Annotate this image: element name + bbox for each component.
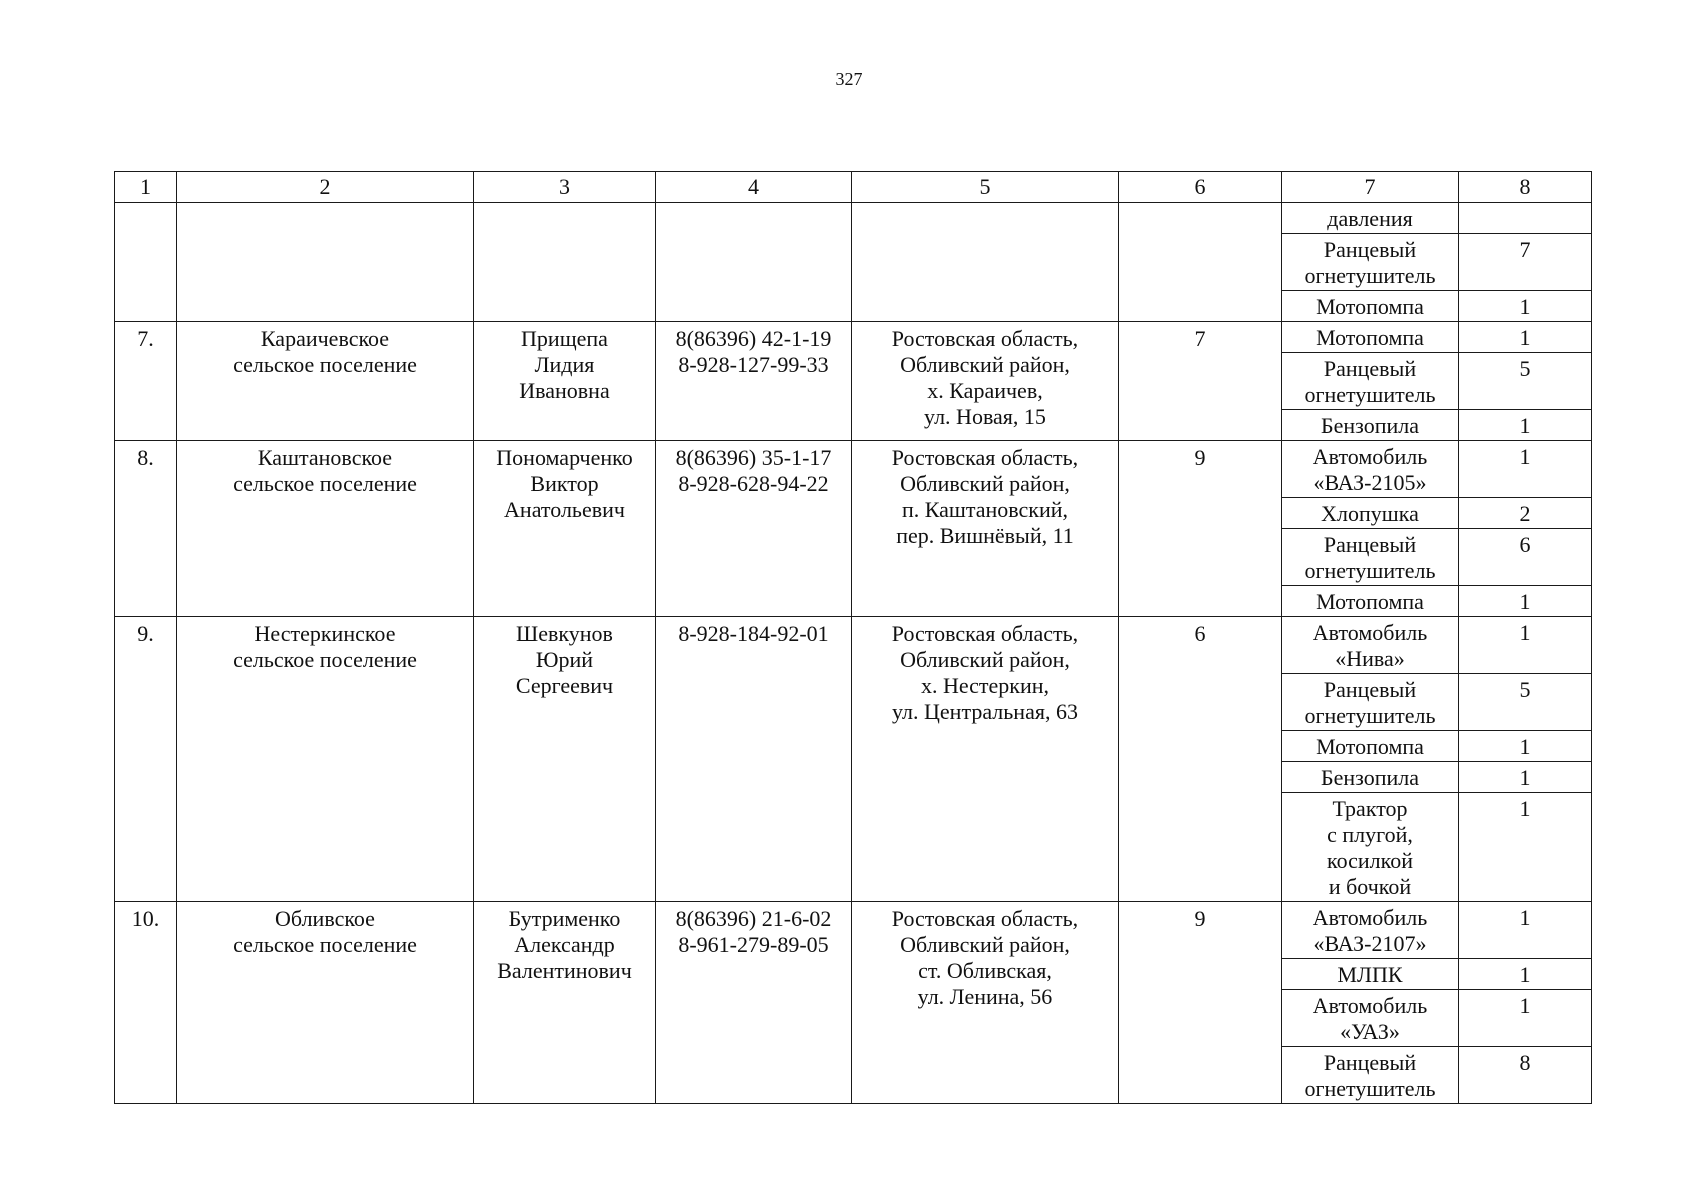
column-number-row [115,172,1592,203]
personnel-count-cell [1119,203,1282,322]
table-body [115,203,1592,1104]
row-number-cell: 10. [115,902,177,1104]
equipment-quantity-cell: 1 [1459,959,1592,990]
equipment-quantity-cell: 7 [1459,234,1592,291]
equipment-quantity-cell: 1 [1459,291,1592,322]
equipment-name-cell: Мотопомпа [1282,322,1459,353]
settlement-cell: Нестеркинское сельское поселение [177,617,474,902]
equipment-name-cell: Ранцевый огнетушитель [1282,1047,1459,1104]
equipment-name-cell: Автомобиль «ВАЗ-2105» [1282,441,1459,498]
equipment-quantity-cell: 1 [1459,586,1592,617]
row-number-cell: 8. [115,441,177,617]
personnel-count-cell: 9 [1119,902,1282,1104]
table-row [115,203,1592,234]
head-name-cell: Бутрименко Александр Валентинович [474,902,656,1104]
equipment-quantity-cell: 2 [1459,498,1592,529]
equipment-quantity-cell: 1 [1459,441,1592,498]
page-number: 327 [835,69,863,89]
equipment-quantity-cell: 1 [1459,617,1592,674]
equipment-name-cell: Ранцевый огнетушитель [1282,674,1459,731]
phone-cell [656,203,852,322]
column-header: 5 [852,172,1119,203]
equipment-quantity-cell: 5 [1459,674,1592,731]
personnel-count-cell: 6 [1119,617,1282,902]
equipment-quantity-cell: 8 [1459,1047,1592,1104]
head-name-cell [474,203,656,322]
equipment-name-cell: Автомобиль «УАЗ» [1282,990,1459,1047]
equipment-name-cell: Ранцевый огнетушитель [1282,353,1459,410]
address-cell [852,203,1119,322]
equipment-name-cell: Ранцевый огнетушитель [1282,529,1459,586]
table-row [115,441,1592,498]
equipment-name-cell: давления [1282,203,1459,234]
equipment-quantity-cell: 5 [1459,353,1592,410]
row-number-cell: 7. [115,322,177,441]
fire-equipment-table [114,171,1592,1104]
table-row [115,902,1592,959]
phone-cell: 8(86396) 35-1-17 8-928-628-94-22 [656,441,852,617]
address-cell: Ростовская область, Обливский район, ст. Обливская, ул. Ленина, 56 [852,902,1119,1104]
equipment-quantity-cell: 1 [1459,990,1592,1047]
settlement-cell [177,203,474,322]
address-cell: Ростовская область, Обливский район, п. Каштановский, пер. Вишнёвый, 11 [852,441,1119,617]
personnel-count-cell: 9 [1119,441,1282,617]
equipment-quantity-cell: 1 [1459,410,1592,441]
equipment-name-cell: Мотопомпа [1282,731,1459,762]
equipment-quantity-cell: 6 [1459,529,1592,586]
head-name-cell: Пономарченко Виктор Анатольевич [474,441,656,617]
address-cell: Ростовская область, Обливский район, х. Нестеркин, ул. Центральная, 63 [852,617,1119,902]
row-number-cell: 9. [115,617,177,902]
equipment-name-cell: Бензопила [1282,762,1459,793]
row-number-cell [115,203,177,322]
column-header: 3 [474,172,656,203]
phone-cell: 8(86396) 42-1-19 8-928-127-99-33 [656,322,852,441]
equipment-name-cell: Трактор с плугой, косилкой и бочкой [1282,793,1459,902]
equipment-name-cell: Мотопомпа [1282,291,1459,322]
equipment-name-cell: МЛПК [1282,959,1459,990]
column-header: 1 [115,172,177,203]
phone-cell: 8-928-184-92-01 [656,617,852,902]
equipment-name-cell: Хлопушка [1282,498,1459,529]
equipment-name-cell: Мотопомпа [1282,586,1459,617]
equipment-name-cell: Ранцевый огнетушитель [1282,234,1459,291]
settlement-cell: Обливское сельское поселение [177,902,474,1104]
head-name-cell: Прищепа Лидия Ивановна [474,322,656,441]
equipment-name-cell: Автомобиль «ВАЗ-2107» [1282,902,1459,959]
equipment-name-cell: Бензопила [1282,410,1459,441]
equipment-quantity-cell: 1 [1459,793,1592,902]
phone-cell: 8(86396) 21-6-02 8-961-279-89-05 [656,902,852,1104]
table-row [115,322,1592,353]
equipment-quantity-cell: 1 [1459,322,1592,353]
address-cell: Ростовская область, Обливский район, х. Караичев, ул. Новая, 15 [852,322,1119,441]
column-header: 6 [1119,172,1282,203]
column-header: 4 [656,172,852,203]
table-row [115,617,1592,674]
head-name-cell: Шевкунов Юрий Сергеевич [474,617,656,902]
column-header: 8 [1459,172,1592,203]
equipment-name-cell: Автомобиль «Нива» [1282,617,1459,674]
settlement-cell: Каштановское сельское поселение [177,441,474,617]
equipment-quantity-cell: 1 [1459,902,1592,959]
equipment-quantity-cell: 1 [1459,762,1592,793]
equipment-quantity-cell: 1 [1459,731,1592,762]
settlement-cell: Караичевское сельское поселение [177,322,474,441]
equipment-quantity-cell [1459,203,1592,234]
personnel-count-cell: 7 [1119,322,1282,441]
column-header: 2 [177,172,474,203]
column-header: 7 [1282,172,1459,203]
